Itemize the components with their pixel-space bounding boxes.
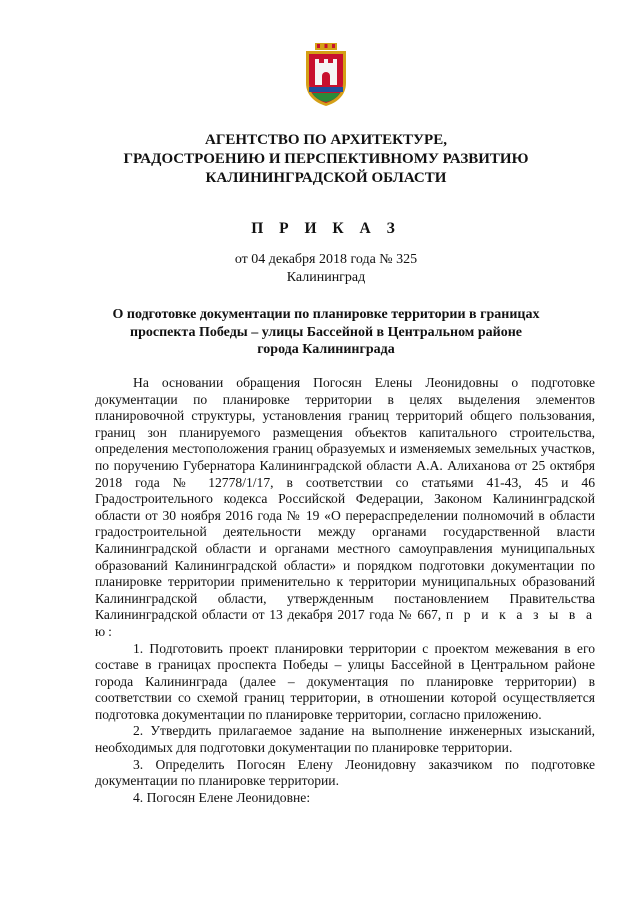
order-item: 1. Подготовить проект планировки территории с проектом межевания в его составе в границах проспекта Победы – улицы Бассейной в Центральном районе города Калининграда (далее – документация по планировке территории) в соответствии со схемой границ территории, в отношении которой осуществляется подготовка документации по планировке территории, согласно приложению. (95, 640, 595, 722)
order-details (60, 251, 592, 287)
decree-word: п р и к а з ы в а ю: (95, 607, 595, 639)
order-title: П Р И К А З (251, 220, 401, 237)
subject-line: города Калининграда (257, 342, 395, 357)
subject-line: О подготовке документации по планировке территории в границах (112, 307, 540, 322)
order-date-number: от 04 декабря 2018 года № 325 (234, 252, 418, 267)
order-subject (90, 306, 562, 359)
agency-line: КАЛИНИНГРАДСКОЙ ОБЛАСТИ (205, 170, 447, 186)
order-city: Калининград (286, 270, 366, 285)
preamble-paragraph (95, 375, 595, 641)
preamble-text: На основании обращения Погосян Елены Леонидовны о подготовке документации по планировке территории в целях выделения элементов планировочной структуры, установления границ территорий общего пользования, границ зон планируемого размещения объектов капитального строительства, определения местоположения границ образуемых и изменяемых земельных участков, по поручению Губернатора Калининградской области А.А. Алиханова от 25 октября 2018 года № 12778/1/17, в соответствии со статьями 41-43, 45 и 46 Градостроительного кодекса Российской Федерации, Законом Калининградской области от 30 ноября 2016 года № 19 «О перераспределении полномочий в области градостроительной деятельности между органами государственной власти Калининградской области и органами местного самоуправления муниципальных образований Калининградской области» и порядком подготовки документации по планировке территории применительно к территории муниципальных образований Калининградской области, утвержденным постановлением Правительства Калининградской области от 13 декабря 2017 года № 667, (95, 375, 595, 623)
agency-name (60, 131, 592, 188)
order-item: 2. Утвердить прилагаемое задание на выполнение инженерных изысканий, необходимых для подготовки документации по планировке территории. (95, 723, 595, 756)
agency-line: ГРАДОСТРОЕНИЮ И ПЕРСПЕКТИВНОМУ РАЗВИТИЮ (123, 151, 529, 167)
order-body (95, 375, 595, 806)
order-item: 4. Погосян Елене Леонидовне: (133, 789, 311, 805)
coat-of-arms-icon (302, 43, 350, 107)
subject-line: проспекта Победы – улицы Бассейной в Центральном районе (130, 324, 522, 340)
order-item: 3. Определить Погосян Елену Леонидовну заказчиком по подготовке документации по планировке территории. (95, 756, 595, 789)
agency-line: АГЕНТСТВО ПО АРХИТЕКТУРЕ, (205, 132, 447, 148)
